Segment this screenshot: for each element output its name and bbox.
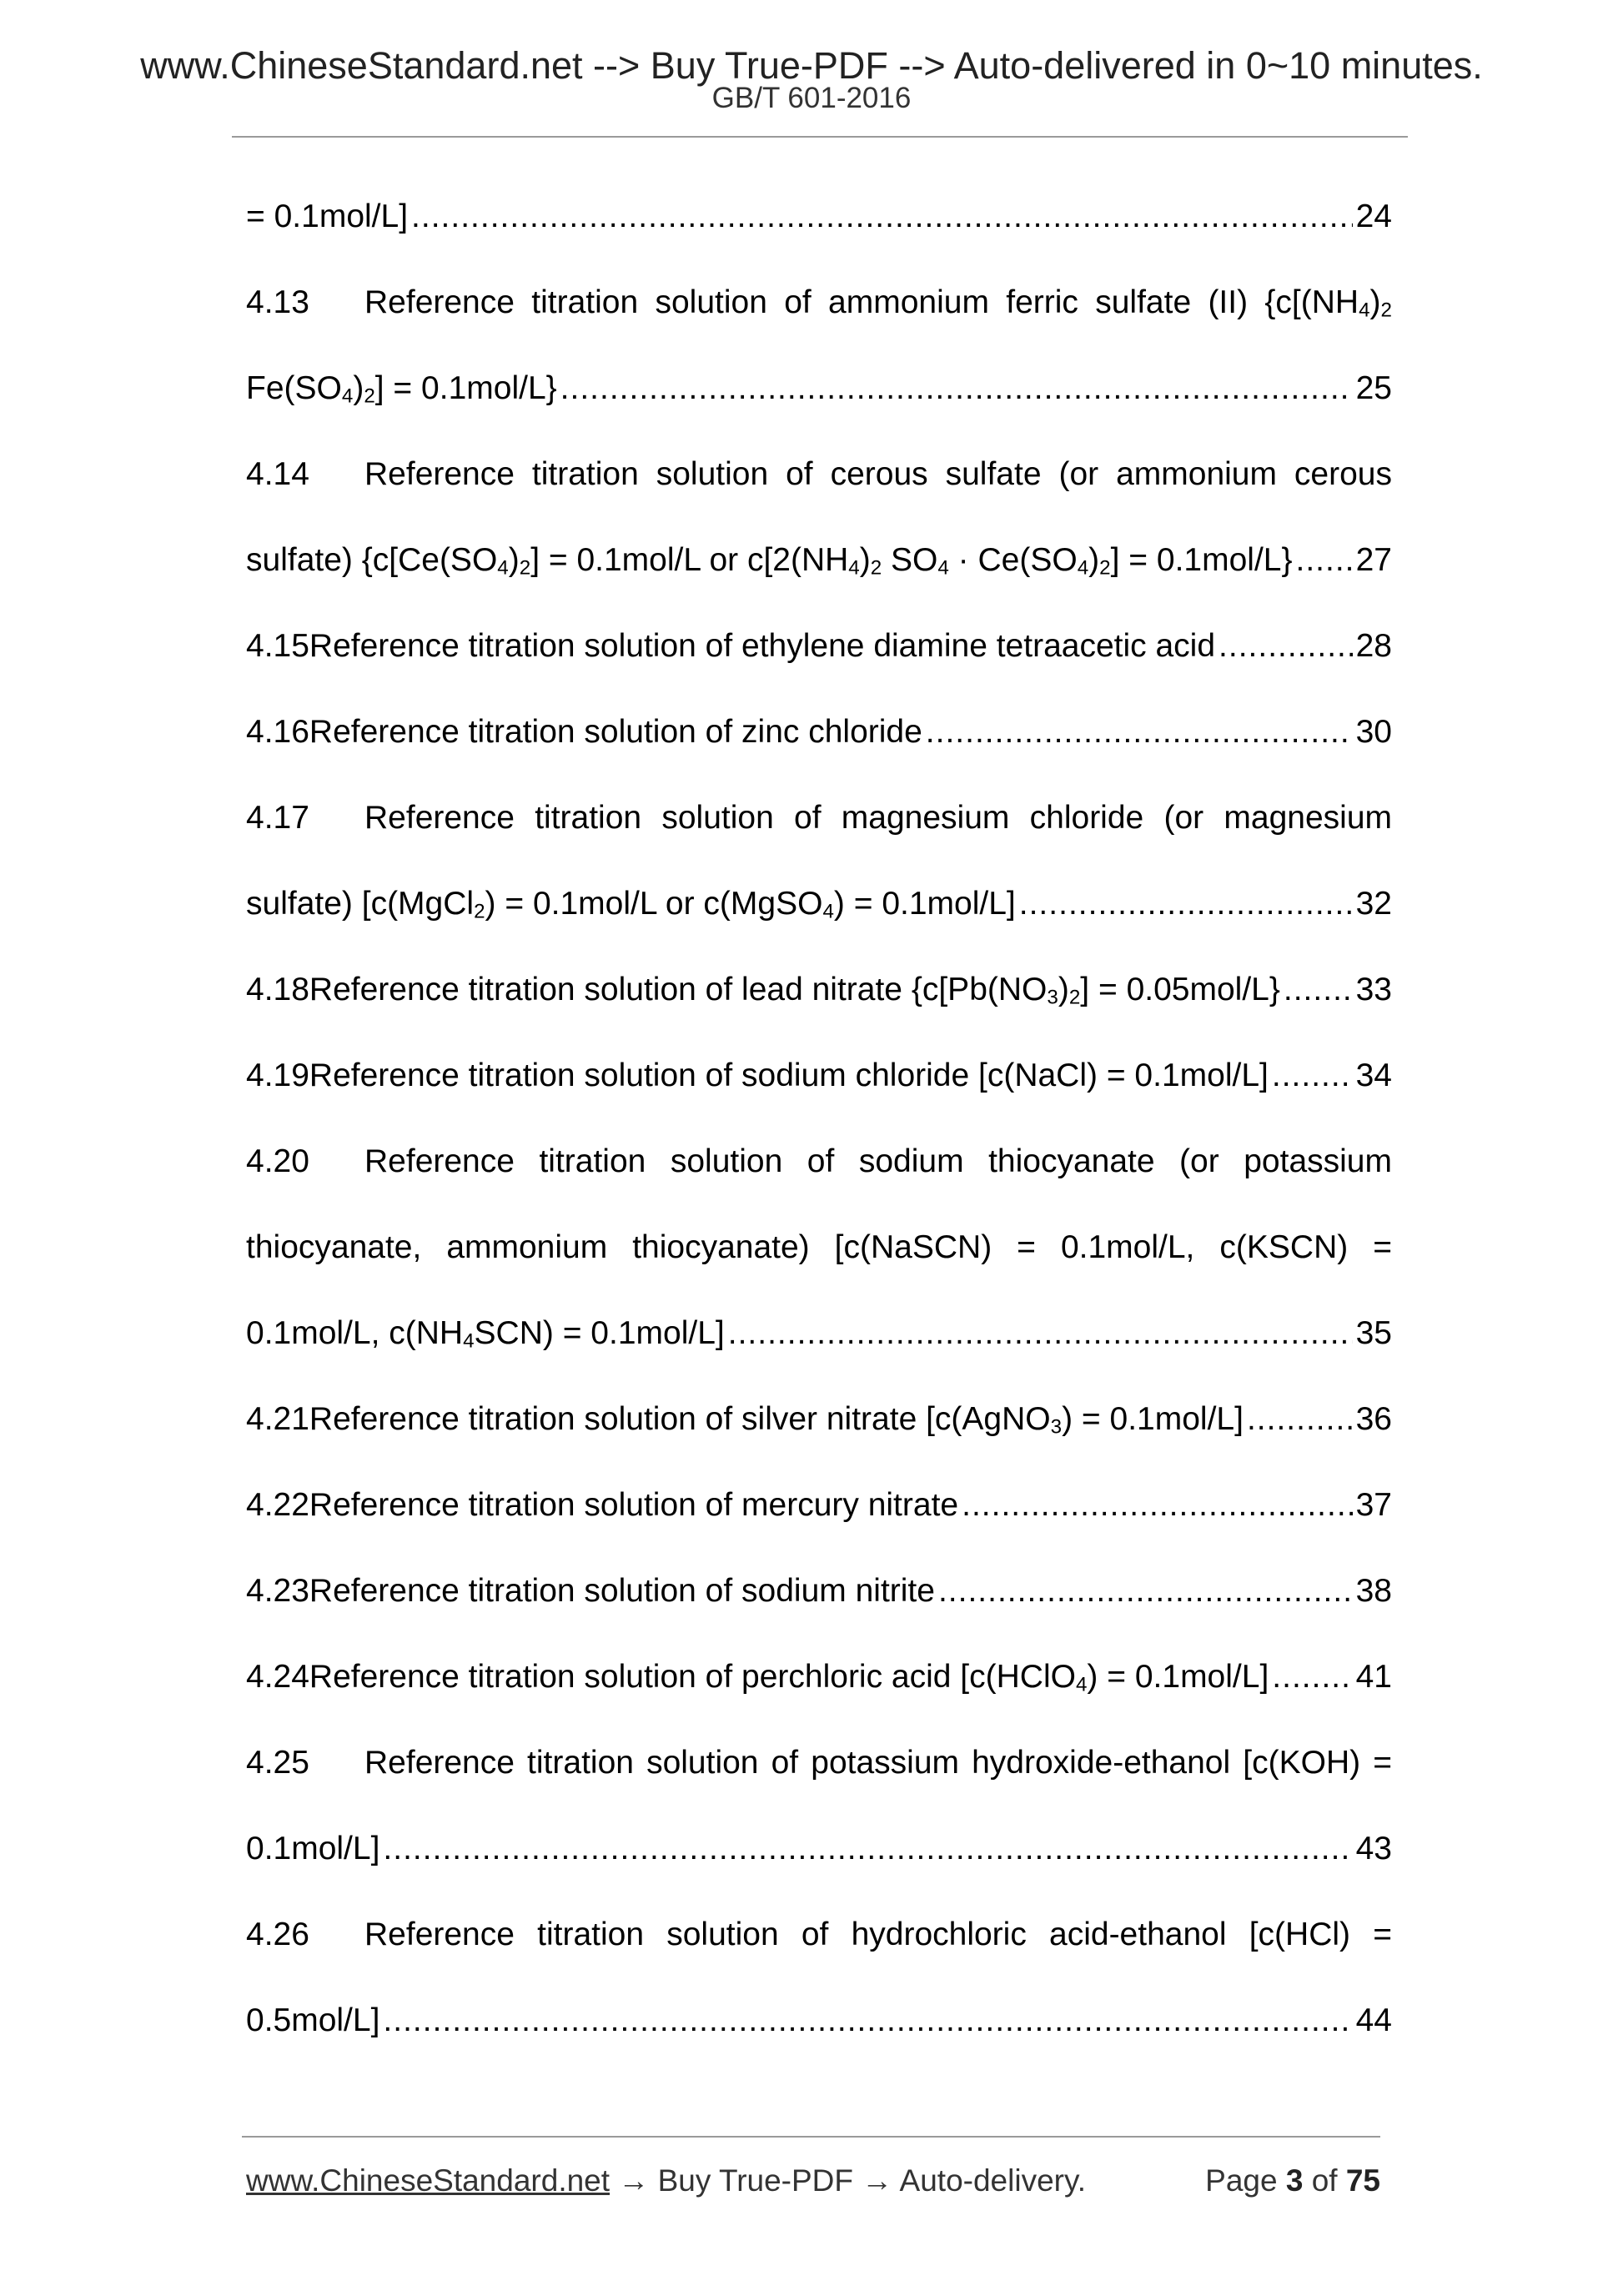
dot-leader: [1272, 1652, 1352, 1702]
toc-entry-4-16[interactable]: [246, 707, 1392, 793]
current-page-number: 3: [1285, 2163, 1304, 2198]
toc-entry-4-14[interactable]: [246, 450, 1392, 621]
toc-section-number: 4.14: [246, 456, 309, 492]
toc-entry-text: Reference titration solution of magnesium chloride (or magnesium: [364, 800, 1392, 836]
footer-delivery-text: Auto-delivery.: [899, 2163, 1087, 2198]
toc-entry-4-18[interactable]: [246, 965, 1392, 1051]
dot-leader: [411, 192, 1353, 242]
toc-section-number: 4.13: [246, 284, 309, 320]
toc-page-number: 41: [1355, 1659, 1392, 1695]
arrow-right-icon: →: [618, 2163, 650, 2198]
page-indicator: [1205, 2160, 1380, 2202]
toc-entry-4-21[interactable]: [246, 1394, 1392, 1480]
document-number: GB/T 601-2016: [711, 82, 912, 114]
toc-entry-text: Reference titration solution of sodium chloride [c(NaCl) = 0.1mol/L]: [309, 1058, 1269, 1093]
toc-entry-text: Reference titration solution of perchloric acid [c(HClO$_4$) = 0.1mol/L]: [309, 1659, 1269, 1696]
toc-entry-4-13[interactable]: [246, 278, 1392, 450]
footer-website-link[interactable]: www.ChineseStandard.net: [246, 2163, 611, 2198]
toc-page-number: 25: [1355, 370, 1392, 406]
toc-entry-text: Reference titration solution of ammonium ferric sulfate (II) {$c[(NH_4)_2$: [364, 284, 1392, 322]
toc-page-number: 36: [1355, 1401, 1392, 1437]
toc-entry-text: Reference titration solution of hydrochloric acid-ethanol [c(HCl) =: [364, 1917, 1392, 1952]
toc-entry-text: Reference titration solution of silver nitrate [c(AgNO$_3$) = 0.1mol/L]: [309, 1401, 1244, 1439]
toc-page-number: 38: [1355, 1573, 1392, 1609]
toc-page-number: 28: [1355, 628, 1392, 664]
toc-entry-text: Reference titration solution of cerous sulfate (or ammonium cerous: [364, 456, 1392, 492]
toc-page-number: 34: [1355, 1058, 1392, 1093]
toc-section-number: 4.26: [246, 1917, 309, 1952]
dot-leader: [938, 1566, 1353, 1616]
toc-page-number: 24: [1355, 198, 1392, 234]
toc-entry-text-continued: 0.1mol/L]: [246, 1831, 380, 1866]
toc-section-number: 4.18: [246, 972, 309, 1007]
page-of-label: of: [1311, 2163, 1338, 2198]
toc-entry-4-15[interactable]: [246, 621, 1392, 707]
dot-leader: [1272, 1051, 1353, 1101]
toc-entry-text: Reference titration solution of zinc chloride: [309, 714, 922, 750]
dot-leader: [962, 1480, 1353, 1530]
dot-leader: [728, 1309, 1353, 1359]
toc-entry-4-20[interactable]: [246, 1137, 1392, 1394]
dot-leader: [1247, 1394, 1353, 1444]
toc-page-number: 37: [1355, 1487, 1392, 1523]
toc-entry-4-24[interactable]: [246, 1652, 1392, 1738]
dot-leader: [926, 707, 1353, 757]
toc-entry-text: Reference titration solution of sodium nitrite: [309, 1573, 935, 1609]
toc-page-number: 35: [1355, 1315, 1392, 1351]
footer-divider: [242, 2136, 1380, 2138]
dot-leader: [1296, 535, 1353, 585]
toc-entry-text: Reference titration solution of sodium thiocyanate (or potassium: [364, 1143, 1392, 1179]
toc-entry-text-continued: sulfate) [c(MgCl$_2$) = 0.1mol/L or c(MgSO$_4$) = 0.1mol/L]: [246, 886, 1016, 923]
dot-leader: [383, 1996, 1352, 2046]
toc-entry-text: = 0.1mol/L]: [246, 198, 409, 234]
toc-entry-4-25[interactable]: [246, 1738, 1392, 1910]
toc-page-number: 30: [1355, 714, 1392, 750]
toc-page-number: 43: [1355, 1831, 1392, 1866]
toc-page-number: 32: [1355, 886, 1392, 922]
toc-section-number: 4.24: [246, 1659, 309, 1695]
table-of-contents: [246, 192, 1392, 2082]
dot-leader: [1019, 879, 1353, 929]
toc-entry-4-22[interactable]: [246, 1480, 1392, 1566]
total-pages-number: 75: [1345, 2163, 1380, 2198]
toc-entry-continued[interactable]: [246, 192, 1392, 278]
toc-section-number: 4.19: [246, 1058, 309, 1093]
toc-entry-text-continued: 0.5mol/L]: [246, 2002, 380, 2038]
dot-leader: [1284, 965, 1353, 1015]
toc-section-number: 4.22: [246, 1487, 309, 1523]
toc-entry-text: Reference titration solution of potassium hydroxide-ethanol [c(KOH) =: [364, 1745, 1392, 1781]
toc-entry-4-26[interactable]: [246, 1910, 1392, 2082]
toc-entry-4-19[interactable]: [246, 1051, 1392, 1137]
footer-buy-text: Buy True-PDF: [657, 2163, 854, 2198]
banner-link[interactable]: www.ChineseStandard.net --> Buy True-PDF --> Auto-delivered in 0~10 minutes.: [140, 44, 1483, 87]
toc-entry-text-continued: 0.1mol/L, $c(NH_4SCN) = 0.1mol/L$]: [246, 1315, 725, 1353]
toc-entry-text: Reference titration solution of mercury nitrate: [309, 1487, 959, 1523]
toc-entry-text-continued: $Fe(SO_4)_2] = 0.1mol/L$}: [246, 370, 557, 408]
toc-entry-4-17[interactable]: [246, 793, 1392, 965]
toc-entry-text-continued: thiocyanate, ammonium thiocyanate) [c(NaSCN) = 0.1mol/L, c(KSCN) =: [246, 1229, 1392, 1265]
arrow-right-icon: →: [862, 2163, 893, 2198]
toc-section-number: 4.23: [246, 1573, 309, 1609]
toc-section-number: 4.15: [246, 628, 309, 664]
header-divider: [232, 136, 1408, 138]
toc-page-number: 44: [1355, 2002, 1392, 2038]
page-label: Page: [1205, 2163, 1278, 2198]
toc-section-number: 4.25: [246, 1745, 309, 1781]
toc-page-number: 33: [1355, 972, 1392, 1007]
toc-section-number: 4.21: [246, 1401, 309, 1437]
toc-entry-text: Reference titration solution of lead nitrate $\{c[Pb(NO_3)_2] = 0.05mol/L\}$: [309, 972, 1280, 1009]
toc-page-number: 27: [1355, 542, 1392, 578]
dot-leader: [383, 1824, 1352, 1874]
toc-section-number: 4.17: [246, 800, 309, 836]
toc-section-number: 4.16: [246, 714, 309, 750]
footer: [246, 2160, 1380, 2202]
toc-entry-text: Reference titration solution of ethylene diamine tetraacetic acid: [309, 628, 1216, 664]
toc-entry-text-continued: sulfate) {$c[Ce(SO_4)_2] = 0.1mol/L$ or $c[2(NH_4)_2$ $SO_4 \cdot Ce(SO_4)_2] = 0.1mol/L$}: [246, 542, 1293, 580]
dot-leader: [1219, 621, 1353, 671]
dot-leader: [560, 364, 1353, 414]
toc-section-number: 4.20: [246, 1143, 309, 1179]
toc-entry-4-23[interactable]: [246, 1566, 1392, 1652]
